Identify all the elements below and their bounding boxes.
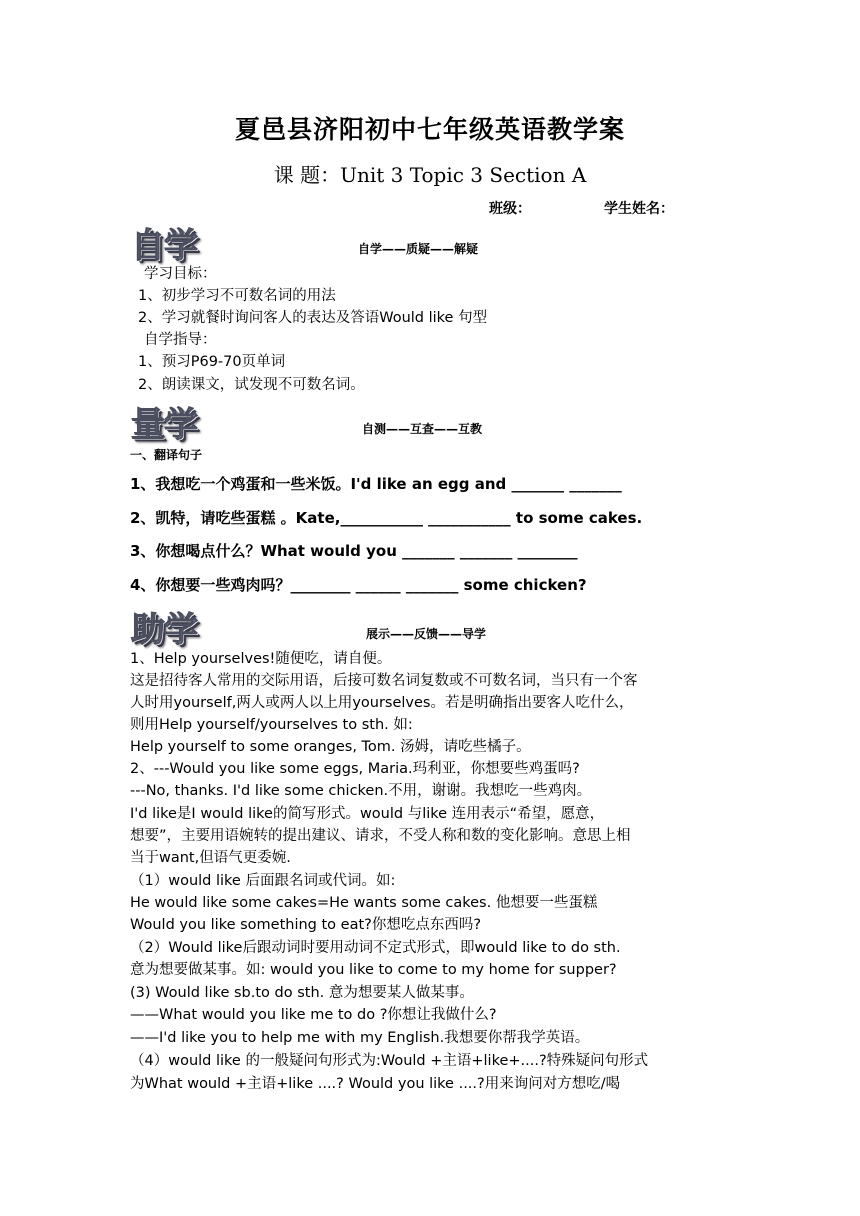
objective-line: 1、初步学习不可数名词的用法 — [138, 288, 336, 304]
guidance-heading: 自学指导： — [144, 332, 217, 348]
class-label: 班级： — [489, 201, 531, 217]
lesson-subtitle: 课 题：Unit 3 Topic 3 Section A — [273, 163, 587, 187]
example-line: ——What would you like me to do ?你想让我做什么? — [130, 1007, 497, 1023]
section-banner: 自测——互查——互教 — [362, 422, 483, 436]
note-line: (3) Would like sb.to do sth. 意为想要某人做某事。 — [130, 985, 474, 1001]
section-banner: 自学——质疑——解疑 — [358, 242, 479, 256]
exercise-item: 2、凯特，请吃些蛋糕 。Kate,___________ ___________ to some cakes. — [130, 509, 643, 527]
page-title: 夏邑县济阳初中七年级英语教学案 — [234, 115, 625, 144]
exercise-item: 3、你想喝点什么？What would you _______ _______ ________ — [130, 542, 578, 560]
note-line: （2）Would like后跟动词时要用动词不定式形式，即would like to do sth. — [130, 940, 621, 956]
exercise-item: 1、我想吃一个鸡蛋和一些米饭。I'd like an egg and _______ _______ — [130, 475, 622, 493]
note-line: 2、---Would you like some eggs, Maria.玛利亚，你想要些鸡蛋吗? — [130, 761, 580, 777]
self-study-logo: 自学 — [131, 226, 197, 266]
note-line: 人时用yourself,两人或两人以上用yourselves。若是明确指出要客人吃什么， — [130, 695, 634, 711]
note-line: 当于want,但语气更委婉. — [130, 850, 291, 866]
exercise-heading: 一、翻译句子 — [130, 448, 203, 462]
note-line: 1、Help yourselves!随便吃，请自便。 — [130, 651, 392, 667]
note-line: 为What would +主语+like ....? Would you like ....?用来询问对方想吃/喝 — [130, 1076, 621, 1092]
example-line: 意为想要做某事。如: would you like to come to my home for supper? — [130, 962, 617, 978]
note-line: I'd like是I would like的简写形式。would 与like 连用表示“希望，愿意， — [130, 806, 605, 822]
guided-study-logo: 助学 — [131, 610, 197, 650]
guidance-line: 2、朗读课文，试发现不可数名词。 — [138, 377, 365, 393]
note-line: 这是招待客人常用的交际用语，后接可数名词复数或不可数名词，当只有一个客 — [130, 673, 638, 689]
guidance-line: 1、预习P69-70页单词 — [138, 354, 286, 370]
practice-logo: 量学 — [131, 405, 197, 445]
example-line: ——I'd like you to help me with my English.我想要你帮我学英语。 — [130, 1030, 590, 1046]
objective-line: 2、学习就餐时询问客人的表达及答语Would like 句型 — [138, 310, 488, 326]
note-line: ---No, thanks. I'd like some chicken.不用，谢谢。我想吃一些鸡肉。 — [130, 783, 592, 799]
student-name-label: 学生姓名： — [604, 201, 674, 217]
note-line: （1）would like 后面跟名词或代词。如: — [130, 873, 396, 889]
note-line: 想要”，主要用语婉转的提出建议、请求，不受人称和数的变化影响。意思上相 — [130, 828, 631, 844]
example-line: He would like some cakes=He wants some cakes. 他想要一些蛋糕 — [130, 895, 598, 911]
note-line: 则用Help yourself/yourselves to sth. 如: — [130, 717, 413, 733]
section-banner: 展示——反馈——导学 — [366, 627, 487, 641]
example-line: Would you like something to eat?你想吃点东西吗? — [130, 917, 482, 933]
note-line: （4）would like 的一般疑问句形式为:Would +主语+like+....?特殊疑问句形式 — [130, 1053, 649, 1069]
exercise-item: 4、你想要一些鸡肉吗？________ ______ _______ some chicken? — [130, 576, 587, 594]
example-line: Help yourself to some oranges, Tom. 汤姆，请吃些橘子。 — [130, 739, 531, 755]
objectives-heading: 学习目标： — [144, 266, 217, 282]
